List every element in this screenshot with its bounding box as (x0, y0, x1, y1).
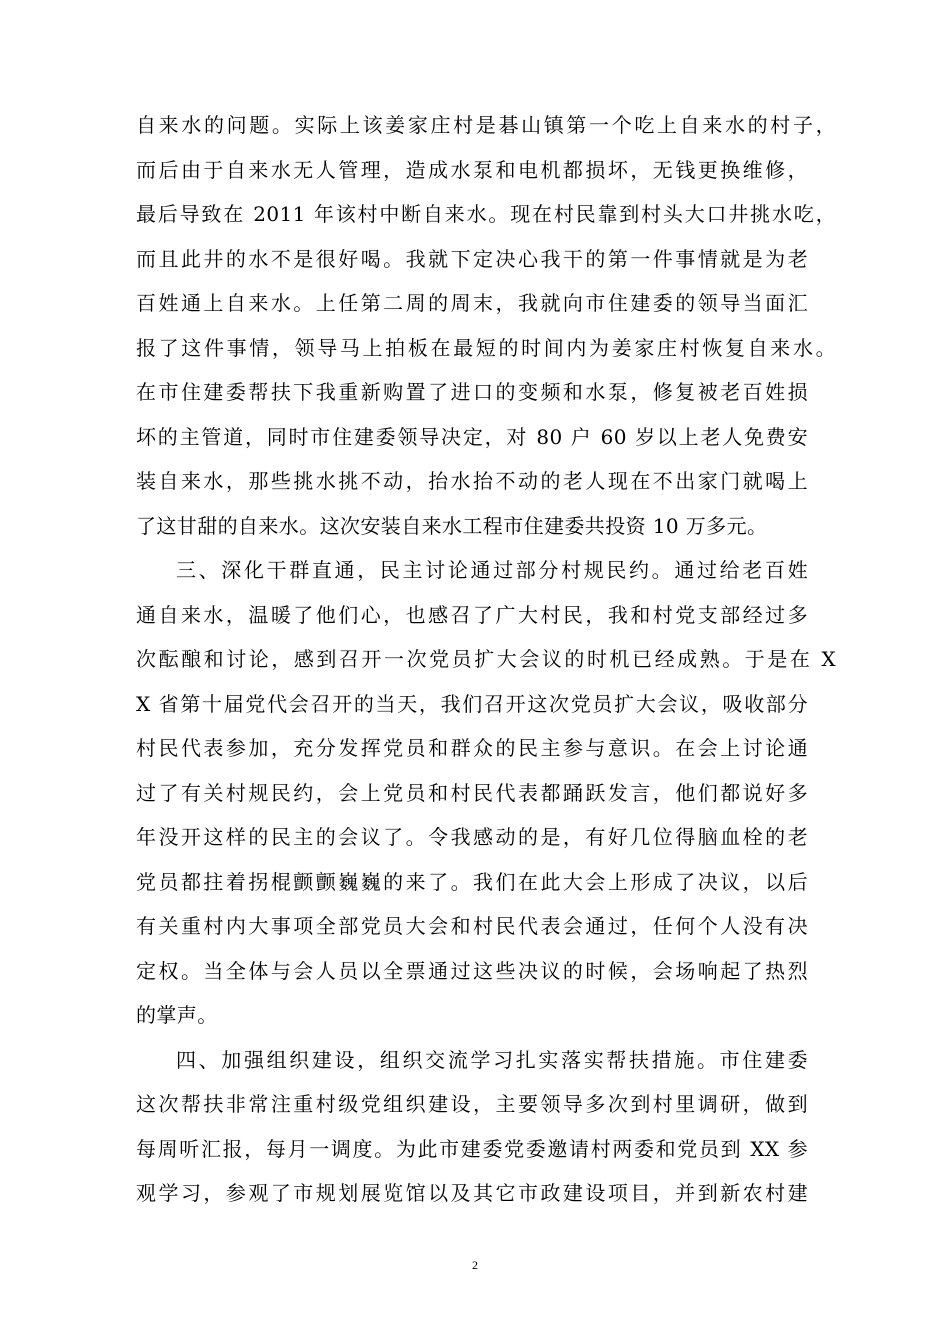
text-line: 百姓通上自来水。上任第二周的周末，我就向市住建委的领导当面汇 (136, 291, 808, 315)
text-line: 通自来水，温暖了他们心，也感召了广大村民，我和村党支部经过多 (136, 602, 808, 627)
text-line: 观学习，参观了市规划展览馆以及其它市政建设项目，并到新农村建 (136, 1181, 808, 1205)
text-line: 党员都拄着拐棍颤颤巍巍的来了。我们在此大会上形成了决议，以后 (136, 869, 808, 894)
text-line: 最后导致在 2011 年该村中断自来水。现在村民靠到村头大口井挑水吃， (136, 202, 836, 226)
text-line: 村民代表参加，充分发挥党员和群众的民主参与意识。在会上讨论通 (136, 736, 808, 760)
text-line: 而且此井的水不是很好喝。我就下定决心我干的第一件事情就是为老 (136, 246, 808, 271)
text-line: 了这甘甜的自来水。这次安装自来水工程市住建委共投资 10 万多元。 (136, 513, 768, 538)
text-line: 次酝酿和讨论，感到召开一次党员扩大会议的时机已经成熟。于是在 X (136, 647, 836, 671)
text-line: 在市住建委帮扶下我重新购置了进口的变频和水泵，修复被老百姓损 (136, 380, 808, 404)
text-line: 有关重村内大事项全部党员大会和村民代表会通过，任何个人没有决 (136, 914, 808, 938)
text-line: 四、加强组织建设，组织交流学习扎实落实帮扶措施。市住建委 (176, 1047, 808, 1072)
text-line: 过了有关村规民约，会上党员和村民代表都踊跃发言，他们都说好多 (136, 780, 808, 805)
text-line: X 省第十届党代会召开的当天，我们召开这次党员扩大会议，吸收部分 (136, 691, 808, 716)
text-line: 三、深化干群直通，民主讨论通过部分村规民约。通过给老百姓 (176, 558, 808, 582)
text-line: 每周听汇报，每月一调度。为此市建委党委邀请村两委和党员到 XX 参 (136, 1136, 808, 1161)
text-line: 而后由于自来水无人管理，造成水泵和电机都损坏，无钱更换维修， (136, 157, 808, 182)
text-line: 坏的主管道，同时市住建委领导决定，对 80 户 60 岁以上老人免费安 (136, 424, 808, 449)
body-text (136, 103, 836, 1216)
page-number: 2 (472, 1258, 478, 1272)
text-line: 自来水的问题。实际上该姜家庄村是碁山镇第一个吃上自来水的村子， (136, 113, 836, 137)
text-line: 这次帮扶非常注重村级党组织建设，主要领导多次到村里调研，做到 (136, 1092, 808, 1116)
text-line: 的掌声。 (136, 1003, 218, 1027)
text-line: 报了这件事情，领导马上拍板在最短的时间内为姜家庄村恢复自来水。 (136, 335, 836, 360)
text-line: 年没开这样的民主的会议了。令我感动的是，有好几位得脑血栓的老 (136, 825, 808, 849)
text-line: 定权。当全体与会人员以全票通过这些决议的时候，会场响起了热烈 (136, 958, 808, 983)
text-line: 装自来水，那些挑水挑不动，抬水抬不动的老人现在不出家门就喝上 (136, 469, 808, 493)
